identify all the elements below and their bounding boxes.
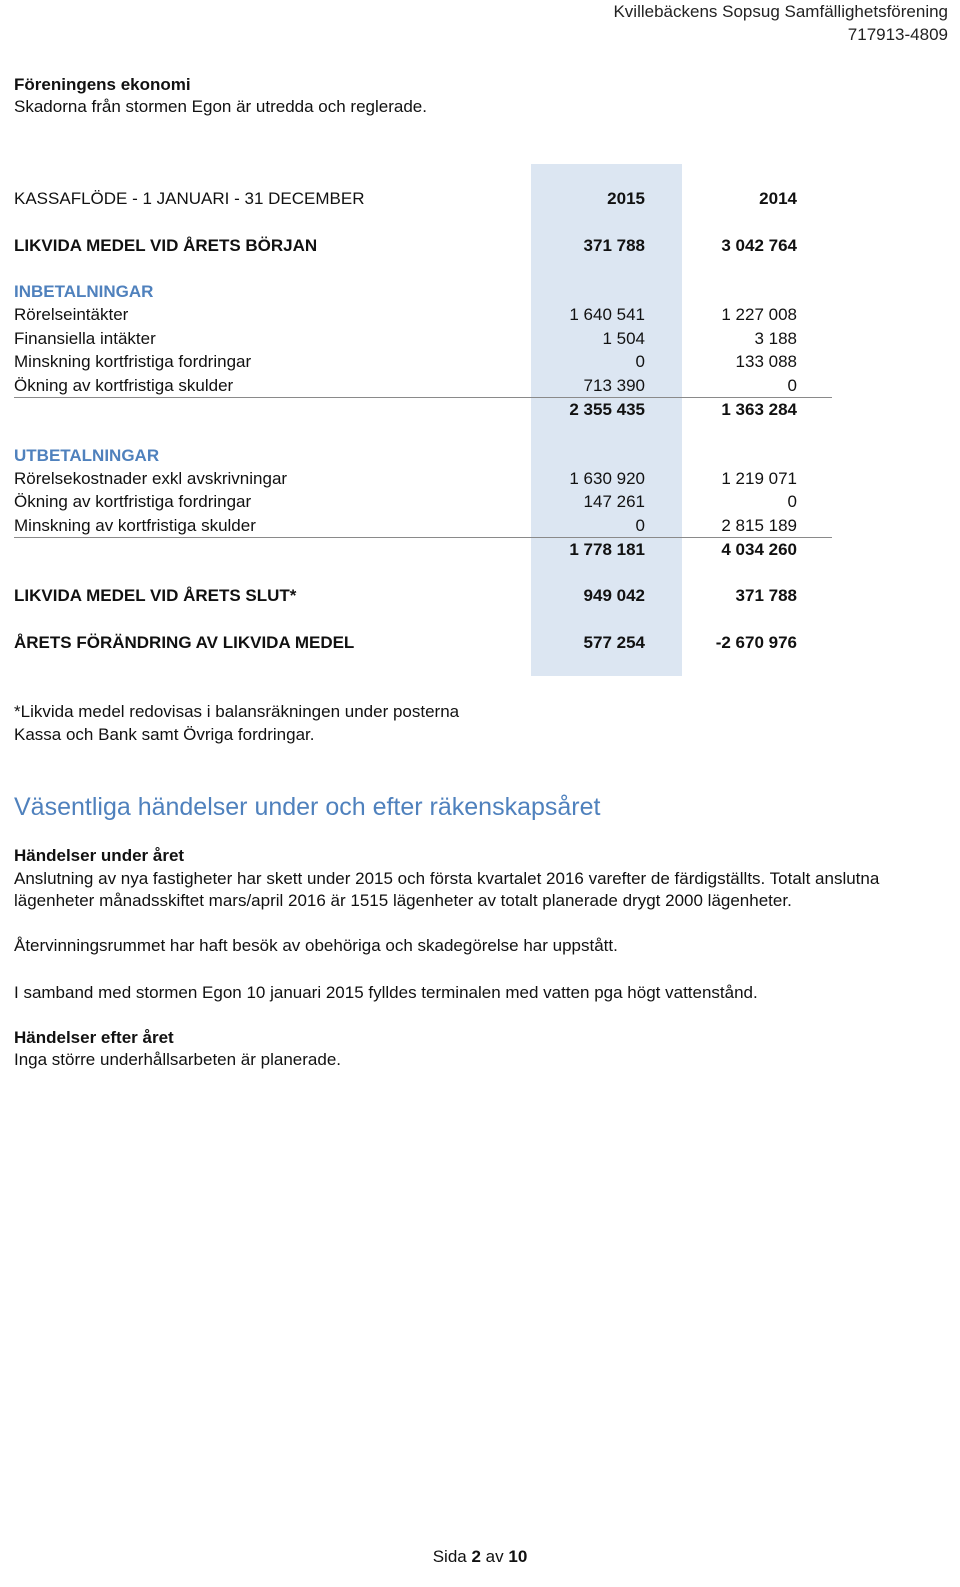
- opening-balance-row: [14, 234, 814, 257]
- year-2014-header: 2014: [759, 189, 797, 208]
- row-value-2015: 147 261: [583, 492, 645, 511]
- opening-label: LIKVIDA MEDEL VID ÅRETS BÖRJAN: [14, 236, 318, 255]
- during-year-paragraph-1: Anslutning av nya fastigheter har skett under 2015 och första kvartalet 2016 varefter de färdigställts. Totalt anslutna lägenheter månadsskiftet mars/april 2016 är 1515 lägenheter av totalt planerade drygt 2000 lägenheter.: [14, 869, 880, 910]
- inflows-total-2015: 2 355 435: [569, 400, 645, 419]
- closing-2014: 371 788: [735, 586, 797, 605]
- year-2015-header: 2015: [607, 189, 645, 208]
- cashflow-header-row: [14, 187, 814, 210]
- table-row: [14, 350, 814, 373]
- after-year-heading: Händelser efter året: [14, 1028, 174, 1047]
- row-label: Rörelseintäkter: [14, 305, 129, 324]
- after-year-paragraph: Inga större underhållsarbeten är planerade.: [14, 1050, 341, 1069]
- row-label: Ökning av kortfristiga fordringar: [14, 492, 252, 511]
- economy-section: [14, 74, 427, 118]
- outflows-total-2014: 4 034 260: [721, 540, 797, 559]
- table-row: [14, 514, 814, 537]
- row-value-2014: 3 188: [754, 329, 797, 348]
- total-page-count: 10: [508, 1547, 528, 1566]
- economy-text: Skadorna från stormen Egon är utredda och reglerade.: [14, 97, 427, 116]
- footnote-line-1: *Likvida medel redovisas i balansräkningen under posterna: [14, 702, 460, 721]
- table-row: [14, 327, 814, 350]
- change-label: ÅRETS FÖRÄNDRING AV LIKVIDA MEDEL: [14, 633, 355, 652]
- page-separator: av: [485, 1547, 504, 1566]
- opening-2014: 3 042 764: [721, 236, 797, 255]
- outflows-total-row: [14, 538, 814, 561]
- page-footer: [0, 1546, 960, 1568]
- inflows-total-2014: 1 363 284: [721, 400, 797, 419]
- change-2014: -2 670 976: [715, 633, 797, 652]
- opening-2015: 371 788: [583, 236, 645, 255]
- row-label: Finansiella intäkter: [14, 329, 156, 348]
- table-row: [14, 467, 814, 490]
- row-value-2015: 713 390: [583, 376, 645, 395]
- outflows-title: UTBETALNINGAR: [14, 446, 160, 465]
- row-value-2014: 0: [787, 376, 797, 395]
- inflows-title-row: [14, 280, 814, 303]
- org-name: Kvillebäckens Sopsug Samfällighetsförening: [613, 2, 948, 21]
- inflows-total-row: [14, 398, 814, 421]
- during-year-paragraph-2: Återvinningsrummet har haft besök av obehöriga och skadegörelse har uppstått.: [14, 936, 618, 955]
- footnote: [14, 700, 459, 746]
- current-page-number: 2: [471, 1547, 481, 1566]
- row-value-2014: 133 088: [735, 352, 797, 371]
- cashflow-heading: KASSAFLÖDE - 1 JANUARI - 31 DECEMBER: [14, 189, 365, 208]
- table-row: [14, 490, 814, 513]
- economy-title: Föreningens ekonomi: [14, 75, 191, 94]
- row-value-2015: 1 630 920: [569, 469, 645, 488]
- page-header: [613, 0, 948, 46]
- row-value-2014: 1 227 008: [721, 305, 797, 324]
- during-year-heading: Händelser under året: [14, 846, 185, 865]
- row-value-2015: 0: [635, 516, 645, 535]
- change-2015: 577 254: [583, 633, 645, 652]
- row-label: Minskning av kortfristiga skulder: [14, 516, 256, 535]
- table-row: [14, 303, 814, 326]
- outflows-title-row: [14, 444, 814, 467]
- row-label: Minskning kortfristiga fordringar: [14, 352, 252, 371]
- closing-balance-row: [14, 584, 814, 607]
- page-label: Sida: [432, 1547, 467, 1566]
- table-row: [14, 374, 814, 397]
- row-value-2015: 0: [635, 352, 645, 371]
- row-value-2014: 1 219 071: [721, 469, 797, 488]
- closing-label: LIKVIDA MEDEL VID ÅRETS SLUT*: [14, 586, 297, 605]
- events-heading: Väsentliga händelser under och efter räkenskapsåret: [14, 793, 601, 821]
- row-value-2015: 1 640 541: [569, 305, 645, 324]
- row-value-2014: 0: [787, 492, 797, 511]
- org-number: 717913-4809: [847, 25, 948, 44]
- outflows-total-2015: 1 778 181: [569, 540, 645, 559]
- during-year-paragraph-3: I samband med stormen Egon 10 januari 2015 fylldes terminalen med vatten pga högt vattenstånd.: [14, 983, 758, 1002]
- footnote-line-2: Kassa och Bank samt Övriga fordringar.: [14, 725, 315, 744]
- row-label: Rörelsekostnader exkl avskrivningar: [14, 469, 288, 488]
- row-label: Ökning av kortfristiga skulder: [14, 376, 234, 395]
- annual-change-row: [14, 631, 814, 654]
- closing-2015: 949 042: [583, 586, 645, 605]
- row-value-2015: 1 504: [602, 329, 645, 348]
- row-value-2014: 2 815 189: [721, 516, 797, 535]
- inflows-title: INBETALNINGAR: [14, 282, 154, 301]
